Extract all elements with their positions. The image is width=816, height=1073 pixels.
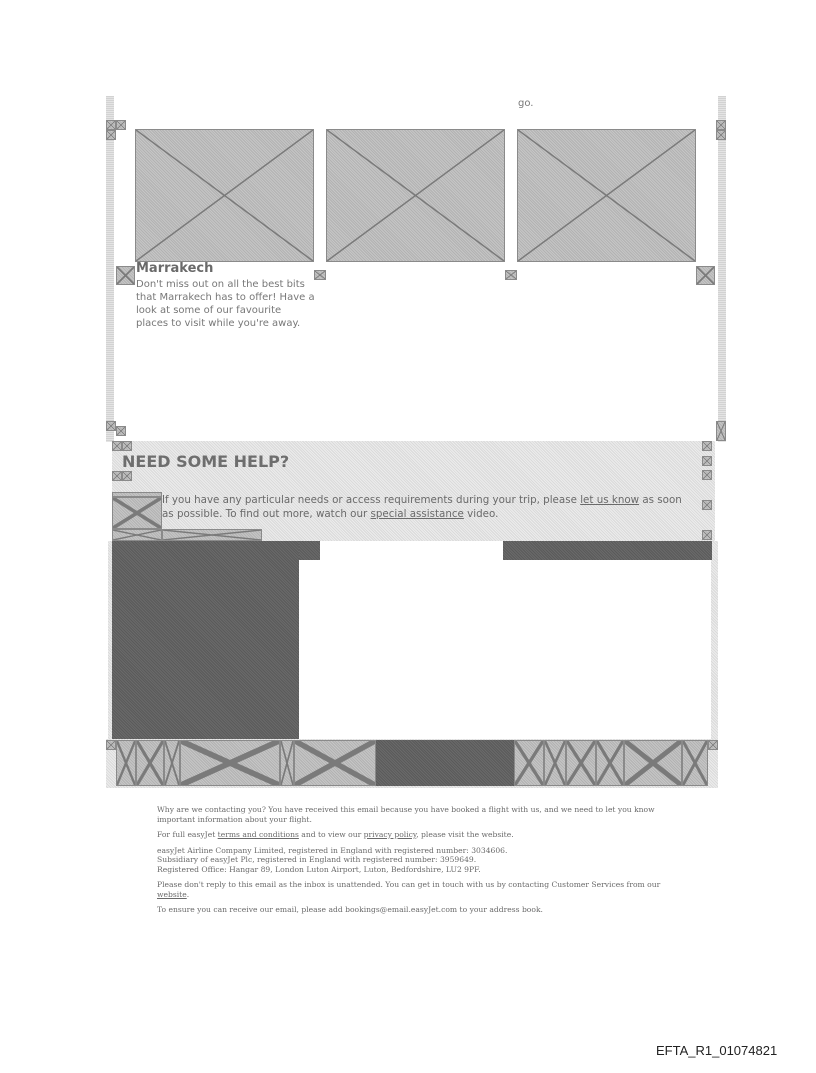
reply-paragraph — [157, 880, 667, 899]
help-text-part: video. — [463, 508, 499, 520]
destination-image-1[interactable] — [135, 129, 314, 262]
company-info — [157, 846, 667, 875]
spacer-image-icon — [112, 529, 162, 541]
help-text-part: as soon as possible. To find out more, watch our — [162, 494, 682, 520]
terms-paragraph — [157, 830, 667, 840]
spacer-image-icon — [122, 471, 132, 481]
spacer-image-icon — [106, 120, 116, 130]
reply-text: . — [186, 889, 190, 899]
spacer-image-icon — [162, 529, 262, 541]
social-icon[interactable] — [624, 740, 682, 786]
company-line: Subsidiary of easyJet Plc, registered in England with registered number: 3959649. — [157, 855, 477, 864]
social-icon[interactable] — [180, 740, 280, 786]
footer — [157, 805, 667, 921]
destination-image-3[interactable] — [517, 129, 696, 262]
left-side-bar — [106, 96, 114, 442]
social-icon[interactable] — [136, 740, 164, 786]
address-book-text: To ensure you can receive our email, please add bookings@email.easyJet.com to your address book. — [157, 905, 543, 914]
spacer-image-icon — [702, 441, 712, 451]
why-contact-text: Why are we contacting you? You have received this email because you have booked a flight with us, and we need to let you know important information about your flight. — [157, 805, 655, 824]
privacy-policy-link[interactable]: privacy policy — [363, 830, 417, 839]
right-side-bar — [718, 96, 726, 442]
spacer-image-icon — [116, 426, 126, 436]
document-id: EFTA_R1_01074821 — [656, 1043, 778, 1058]
social-icon[interactable] — [164, 740, 180, 786]
promo-image-left[interactable] — [112, 541, 299, 739]
terms-text: , please visit the website. — [416, 830, 514, 839]
let-us-know-link[interactable]: let us know — [580, 494, 640, 506]
social-icon[interactable] — [682, 740, 708, 786]
spacer-image-icon — [122, 441, 132, 451]
spacer-image-icon — [702, 456, 712, 466]
special-assistance-link[interactable]: special assistance — [370, 508, 464, 520]
spacer-image-icon — [716, 120, 726, 130]
reply-text: Please don't reply to this email as the inbox is unattended. You can get in touch with us by contacting Customer Services from our — [157, 880, 661, 889]
spacer-image-icon — [112, 441, 122, 451]
app-download-image[interactable] — [376, 740, 514, 786]
social-icon[interactable] — [596, 740, 624, 786]
top-text: go. — [518, 98, 534, 109]
terms-text: For full easyJet — [157, 830, 218, 839]
website-link[interactable]: website — [157, 889, 187, 899]
assistance-icon — [112, 497, 162, 529]
social-icon[interactable] — [294, 740, 376, 786]
promo-image-strip — [299, 541, 320, 560]
spacer-image-icon — [112, 471, 122, 481]
spacer-image-icon — [716, 421, 726, 441]
destination-image-2[interactable] — [326, 129, 505, 262]
spacer-image-icon — [696, 266, 715, 285]
spacer-image-icon — [106, 421, 116, 431]
promo-image-right — [503, 541, 712, 560]
social-icon[interactable] — [280, 740, 294, 786]
destination-title: Marrakech — [136, 261, 214, 276]
help-text-part: If you have any particular needs or access requirements during your trip, please — [162, 494, 581, 506]
spacer-image-icon — [505, 270, 517, 280]
social-icon[interactable] — [116, 740, 136, 786]
social-icon[interactable] — [566, 740, 596, 786]
promo-blank-strip — [320, 541, 503, 560]
destination-description: Don't miss out on all the best bits that Marrakech has to offer! Have a look at some of our favourite places to visit while you're away. — [136, 279, 315, 329]
help-heading: NEED SOME HELP? — [122, 452, 290, 471]
social-icon[interactable] — [544, 740, 566, 786]
help-text — [162, 493, 682, 521]
spacer-image-icon — [702, 530, 712, 540]
spacer-image-icon — [702, 470, 712, 480]
spacer-image-icon — [106, 130, 116, 140]
spacer-image-icon — [116, 120, 126, 130]
spacer-image-icon — [106, 740, 116, 750]
social-icon[interactable] — [514, 740, 544, 786]
promo-blank-area — [299, 560, 711, 739]
marrakech-icon — [116, 266, 135, 285]
company-line: easyJet Airline Company Limited, registered in England with registered number: 3034606. — [157, 845, 508, 855]
terms-link[interactable]: terms and conditions — [217, 830, 299, 839]
spacer-image-icon — [716, 130, 726, 140]
terms-text: and to view our — [298, 830, 364, 839]
spacer-image-icon — [708, 740, 718, 750]
spacer-image-icon — [702, 500, 712, 510]
company-line: Registered Office: Hangar 89, London Luton Airport, Luton, Bedfordshire, LU2 9PF. — [157, 864, 481, 874]
